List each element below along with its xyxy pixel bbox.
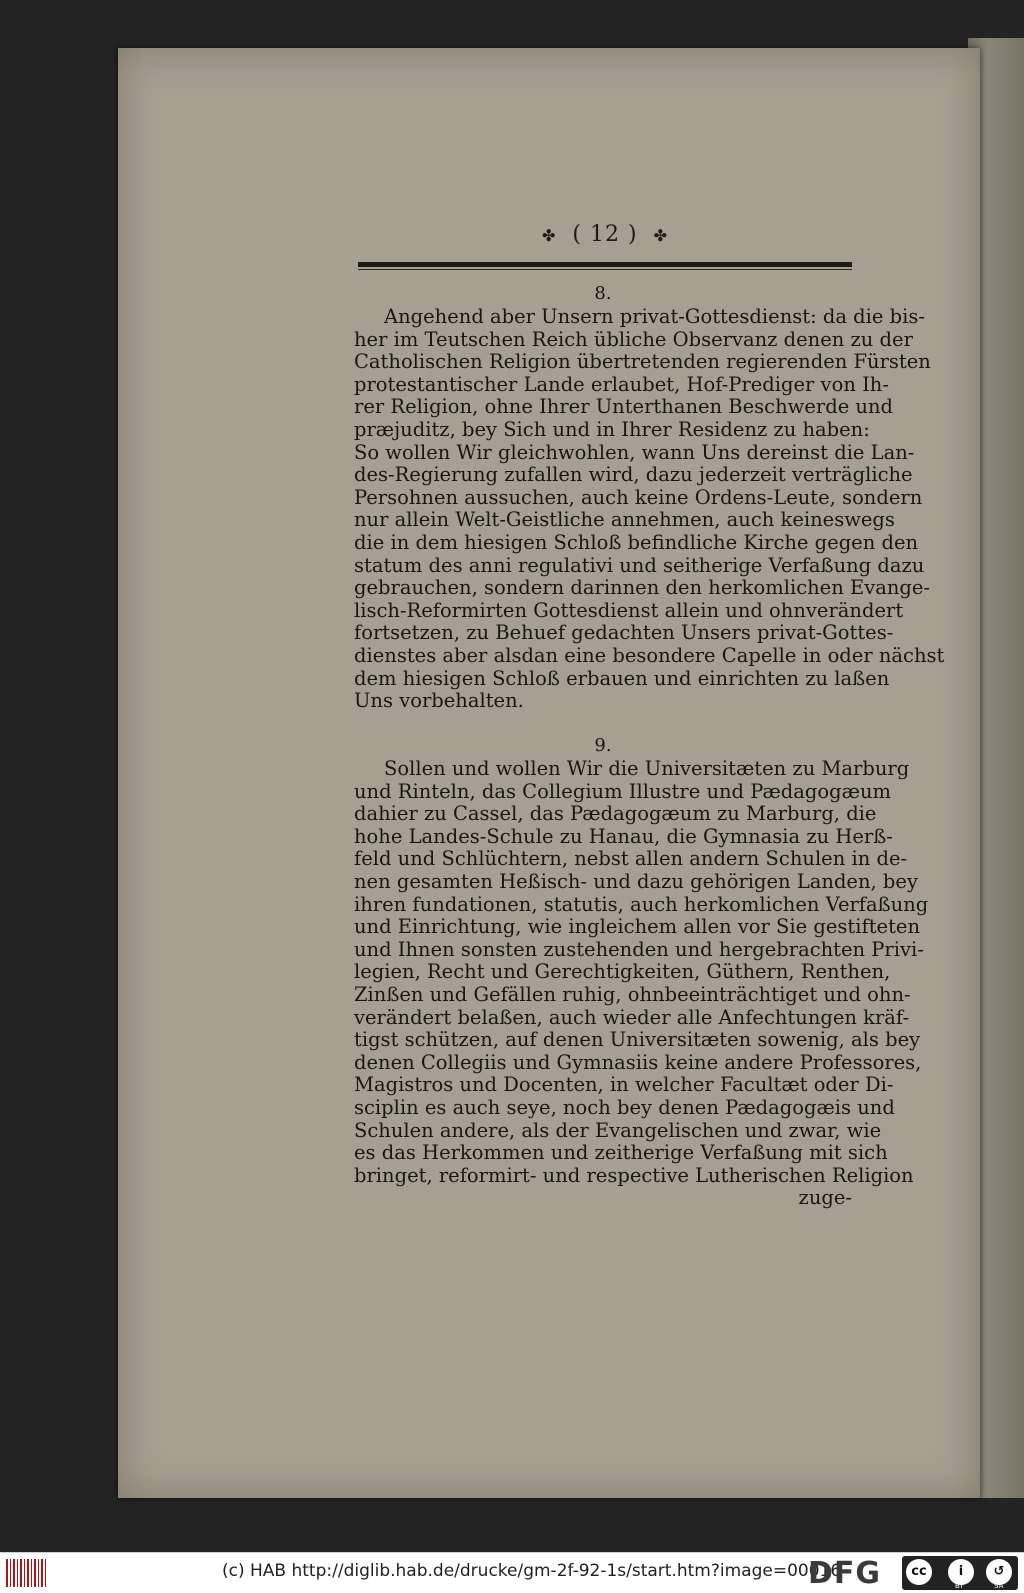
text-line: Schulen andere, als der Evangelischen und zwar, wie bbox=[354, 1118, 882, 1142]
text-line: dahier zu Cassel, das Pædagogæum zu Marburg, die bbox=[354, 802, 877, 826]
cc-license-badge[interactable] bbox=[902, 1556, 1018, 1590]
viewer-footer bbox=[0, 1552, 1024, 1593]
cc-icon: cc bbox=[906, 1559, 932, 1585]
text-line: und Ihnen sonsten zustehenden und hergebrachten Privi- bbox=[354, 937, 924, 961]
text-line: præjuditz, bey Sich und in Ihrer Residenz zu haben: bbox=[354, 417, 870, 441]
text-line: ihren fundationen, statutis, auch herkomlichen Verfaßung bbox=[354, 892, 929, 916]
section-8 bbox=[354, 282, 945, 713]
dfg-logo[interactable]: DFG bbox=[808, 1556, 882, 1591]
text-line: nur allein Welt-Geistliche annehmen, auch keineswegs bbox=[354, 508, 895, 532]
text-line: So wollen Wir gleichwohlen, wann Uns dereinst die Lan- bbox=[354, 440, 915, 464]
ornament-left-icon: ✤ bbox=[542, 225, 557, 245]
by-icon: i bbox=[948, 1559, 974, 1585]
header-rule-thin bbox=[358, 269, 852, 270]
text-line: Zinßen und Gefällen ruhig, ohnbeeinträchtiget und ohn- bbox=[354, 982, 911, 1006]
by-label: BY bbox=[955, 1582, 964, 1590]
text-line: dem hiesigen Schloß erbauen und einrichten zu laßen bbox=[354, 666, 890, 690]
text-line: Persohnen aussuchen, auch keine Ordens-Leute, sondern bbox=[354, 485, 923, 509]
catchword: zuge- bbox=[798, 1186, 852, 1210]
text-line: lisch-Reformirten Gottesdienst allein und ohnverändert bbox=[354, 598, 904, 622]
text-line: statum des anni regulativi und seitherige Verfaßung dazu bbox=[354, 553, 925, 577]
section-9 bbox=[354, 734, 929, 1210]
text-line: bringet, reformirt- und respective Lutherischen Religion bbox=[354, 1163, 914, 1187]
text-line: nen gesamten Heßisch- und dazu gehörigen Landen, bey bbox=[354, 869, 918, 893]
text-line: feld und Schlüchtern, nebst allen andern Schulen in de- bbox=[354, 847, 908, 871]
page-number: ( 12 ) bbox=[572, 222, 638, 247]
text-line: und Rinteln, das Collegium Illustre und Pædagogæum bbox=[354, 779, 892, 803]
text-line: tigst schützen, auf denen Universitæten sowenig, als bey bbox=[354, 1028, 921, 1052]
ornament-right-icon: ✤ bbox=[653, 225, 668, 245]
text-line: sciplin es auch seye, noch bey denen Pædagogæis und bbox=[354, 1095, 895, 1119]
hab-logo-icon bbox=[6, 1559, 46, 1587]
text-line: fortsetzen, zu Behuef gedachten Unsers privat-Gottes- bbox=[354, 621, 894, 645]
text-line: her im Teutschen Reich übliche Observanz denen zu der bbox=[354, 327, 913, 351]
text-line: des-Regierung zufallen wird, dazu jederzeit verträgliche bbox=[354, 463, 913, 487]
text-line: die in dem hiesigen Schloß befindliche Kirche gegen den bbox=[354, 530, 919, 554]
text-line: protestantischer Lande erlaubet, Hof-Prediger von Ih- bbox=[354, 372, 889, 396]
section-number: 8. bbox=[594, 283, 612, 304]
text-line: Magistros und Docenten, in welcher Facultæt oder Di- bbox=[354, 1073, 894, 1097]
text-line: Angehend aber Unsern privat-Gottesdienst: da die bis- bbox=[384, 305, 925, 328]
copyright-link[interactable]: (c) HAB http://diglib.hab.de/drucke/gm-2f-92-1s/start.htm?image=00016 bbox=[222, 1561, 842, 1581]
sa-icon: ↺ bbox=[986, 1559, 1012, 1585]
section-number: 9. bbox=[594, 735, 612, 756]
text-line: und Einrichtung, wie ingleichem allen vor Sie gestifteten bbox=[354, 915, 921, 939]
text-line: hohe Landes-Schule zu Hanau, die Gymnasia zu Herß- bbox=[354, 824, 893, 848]
text-line: denen Collegiis und Gymnasiis keine andere Professores, bbox=[354, 1050, 922, 1074]
header-rule bbox=[358, 262, 852, 267]
page-header bbox=[360, 222, 850, 252]
text-line: Sollen und wollen Wir die Universitæten zu Marburg bbox=[384, 757, 910, 780]
text-line: rer Religion, ohne Ihrer Unterthanen Beschwerde und bbox=[354, 395, 894, 419]
text-line: es das Herkommen und zeitherige Verfaßung mit sich bbox=[354, 1141, 888, 1165]
text-line: dienstes aber alsdan eine besondere Capelle in oder nächst bbox=[354, 643, 945, 667]
text-line: legien, Recht und Gerechtigkeiten, Güthern, Renthen, bbox=[354, 960, 891, 984]
text-line: Catholischen Religion übertretenden regierenden Fürsten bbox=[354, 350, 931, 374]
text-line: verändert belaßen, auch wieder alle Anfechtungen kräf- bbox=[354, 1005, 910, 1029]
text-line: Uns vorbehalten. bbox=[354, 689, 524, 713]
text-line: gebrauchen, sondern darinnen den herkomlichen Evange- bbox=[354, 576, 931, 600]
sa-label: SA bbox=[994, 1582, 1004, 1590]
